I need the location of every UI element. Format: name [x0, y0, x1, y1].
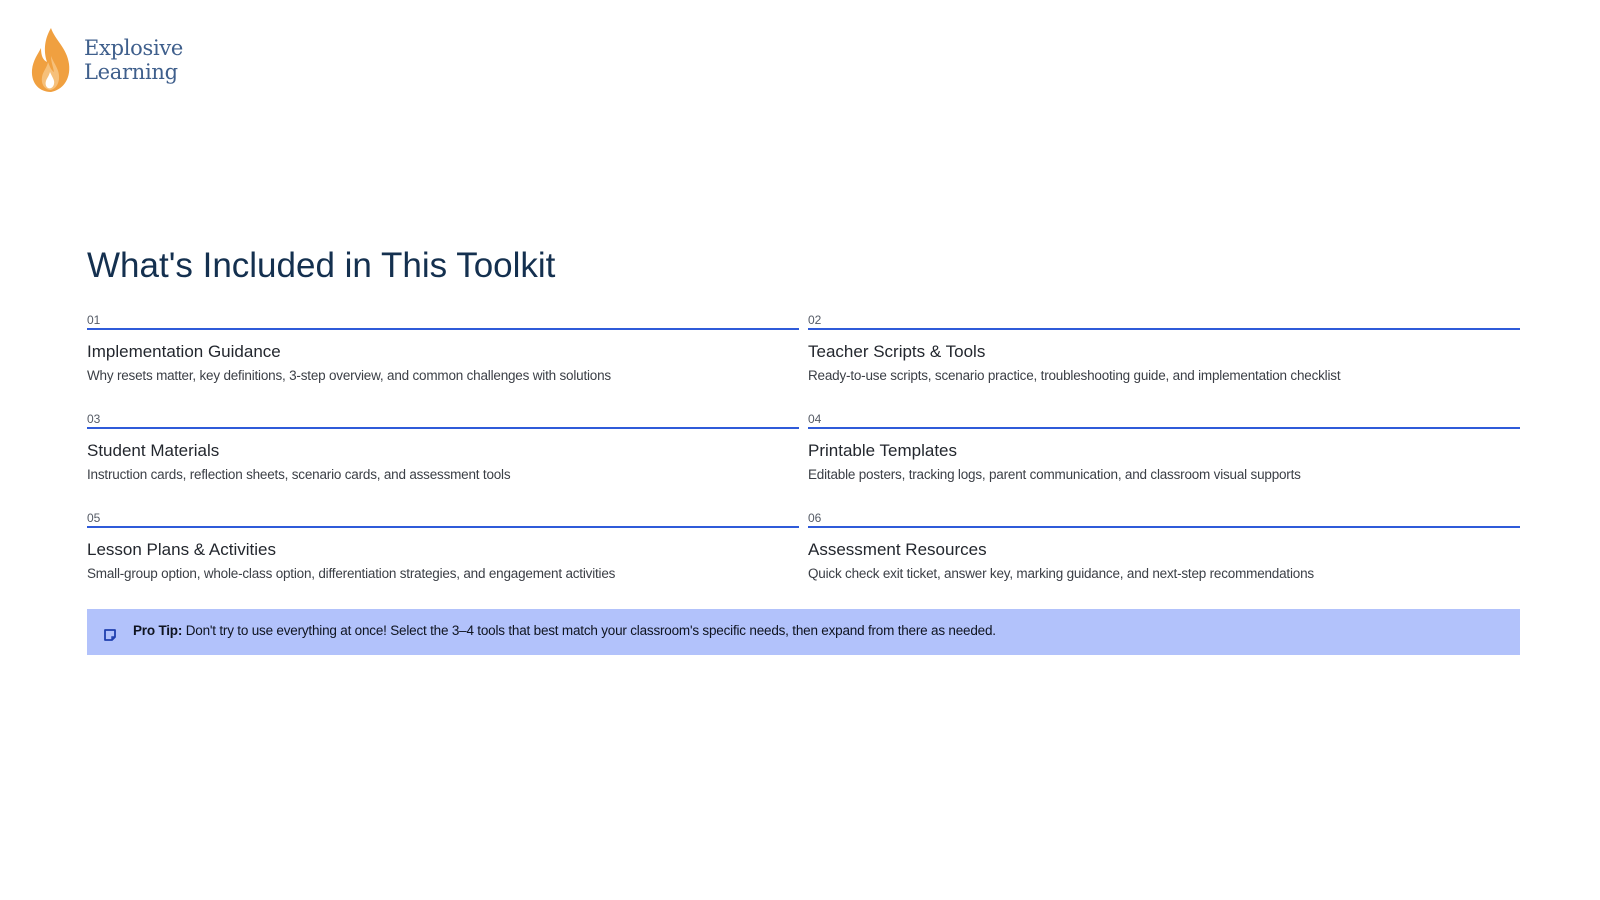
- page-title: What's Included in This Toolkit: [87, 246, 556, 285]
- item-number: 04: [808, 412, 822, 426]
- item-description: Ready-to-use scripts, scenario practice, troubleshooting guide, and implementation checklist: [808, 368, 1341, 383]
- item-divider: [87, 526, 799, 528]
- toolkit-item-01: [87, 309, 799, 408]
- item-number: 02: [808, 313, 822, 327]
- flame-icon: [29, 26, 73, 94]
- item-number: 03: [87, 412, 101, 426]
- item-title: Student Materials: [87, 441, 220, 460]
- item-description: Why resets matter, key definitions, 3-step overview, and common challenges with solutions: [87, 368, 611, 383]
- brand-name-line2: Learning: [84, 60, 178, 84]
- item-divider: [808, 427, 1520, 429]
- toolkit-items-grid: [87, 309, 1520, 606]
- item-description: Editable posters, tracking logs, parent communication, and classroom visual supports: [808, 467, 1301, 482]
- pro-tip-label: Pro Tip:: [133, 622, 183, 638]
- brand-name: [84, 36, 183, 84]
- item-divider: [87, 427, 799, 429]
- item-title: Printable Templates: [808, 441, 957, 460]
- item-number: 01: [87, 313, 101, 327]
- item-number: 06: [808, 511, 822, 525]
- item-description: Small-group option, whole-class option, differentiation strategies, and engagement activities: [87, 566, 616, 581]
- item-divider: [808, 328, 1520, 330]
- item-title: Teacher Scripts & Tools: [808, 342, 986, 361]
- toolkit-item-03: [87, 408, 799, 507]
- brand-name-line1: Explosive: [84, 36, 184, 60]
- pro-tip-text: [133, 623, 996, 638]
- item-divider: [808, 526, 1520, 528]
- item-title: Lesson Plans & Activities: [87, 540, 276, 559]
- toolkit-item-04: [808, 408, 1520, 507]
- toolkit-item-06: [808, 507, 1520, 606]
- item-description: Instruction cards, reflection sheets, scenario cards, and assessment tools: [87, 467, 511, 482]
- item-description: Quick check exit ticket, answer key, marking guidance, and next-step recommendations: [808, 566, 1314, 581]
- pro-tip-callout: [87, 609, 1520, 655]
- item-title: Implementation Guidance: [87, 342, 281, 361]
- item-title: Assessment Resources: [808, 540, 987, 559]
- pro-tip-body: Don't try to use everything at once! Select the 3–4 tools that best match your classroom's specific needs, then expand from there as needed.: [182, 622, 996, 638]
- toolkit-item-05: [87, 507, 799, 606]
- item-divider: [87, 328, 799, 330]
- note-icon: [103, 628, 117, 642]
- item-number: 05: [87, 511, 101, 525]
- brand-logo: [29, 26, 183, 94]
- toolkit-item-02: [808, 309, 1520, 408]
